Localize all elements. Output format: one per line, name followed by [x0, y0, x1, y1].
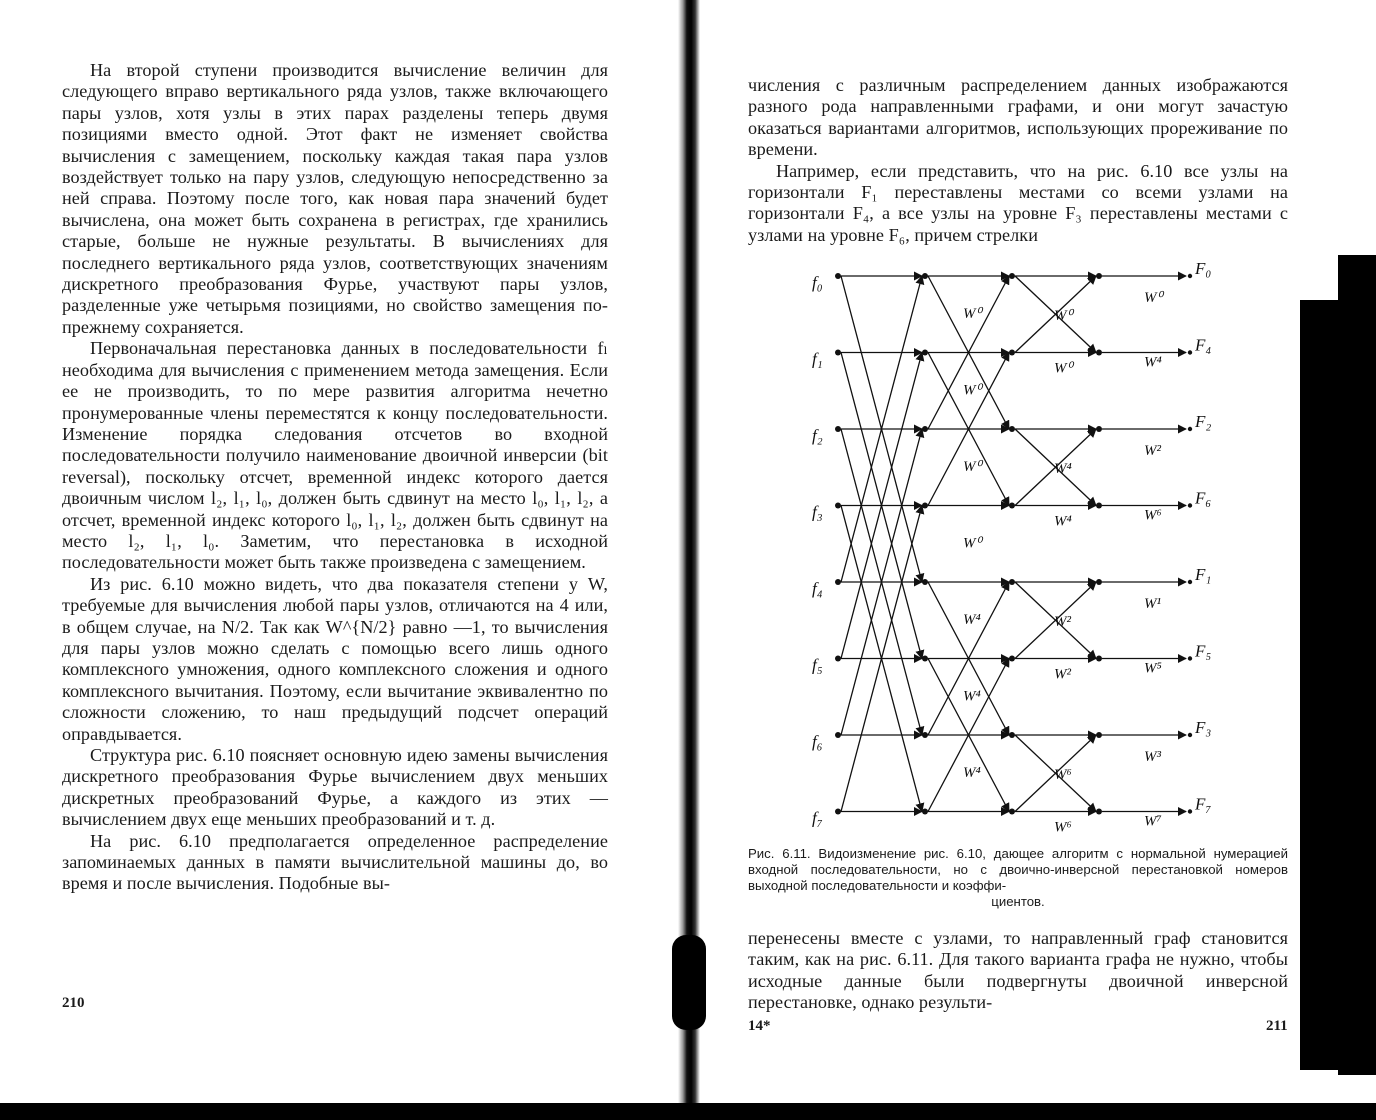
weight-label-stage1: W⁰	[963, 306, 982, 322]
graph-node	[1096, 350, 1102, 356]
weight-label-stage3: W⁶	[1144, 507, 1162, 524]
weight-label-stage1: W⁴	[963, 612, 981, 628]
weight-label-stage3: W⁷	[1144, 813, 1162, 830]
graph-node	[835, 426, 841, 432]
graph-node	[1188, 274, 1192, 278]
graph-node	[1096, 503, 1102, 509]
weight-label-stage1: W⁰	[963, 459, 982, 475]
graph-node	[835, 350, 841, 356]
graph-node	[1096, 809, 1102, 815]
weight-label-stage3: W⁰	[1144, 290, 1163, 306]
graph-node	[922, 732, 928, 738]
paragraph: Из рис. 6.10 можно видеть, что два показателя степени у W, требуемые для вычисления любой пары узлов, отличаются на 4 или, в общем случае, на N/2. Так как W^{N/2} равно —1, то вычисления для пары узлов можно сделать с помощью всего лишь одного комплексного умножения, одного комплексного сложения и одного комплексного вычитания. Поэтому, если вычитание эквивалентно по сложности сложению, то наш предыдущий подсчет операций оправдывается.	[62, 573, 608, 744]
graph-node	[1096, 579, 1102, 585]
output-label: F₅	[1195, 641, 1212, 661]
fft-flow-graph	[790, 258, 1230, 838]
graph-node	[1009, 732, 1015, 738]
graph-node	[835, 579, 841, 585]
weight-label-stage3: W⁴	[1144, 354, 1162, 371]
graph-node	[922, 503, 928, 509]
output-label: F₇	[1195, 794, 1212, 814]
output-label: F₄	[1195, 335, 1212, 355]
graph-node	[1188, 503, 1192, 507]
graph-node	[1009, 809, 1015, 815]
right-page-text-top	[748, 75, 1288, 246]
weight-label-stage2: W⁰	[1054, 308, 1073, 324]
graph-node	[1188, 733, 1192, 737]
scan-edge-right	[1338, 255, 1376, 1075]
scan-edge-bottom	[0, 1103, 1376, 1120]
paragraph: перенесены вместе с узлами, то направленный граф становится таким, как на рис. 6.11. Для такого варианта графа не нужно, чтобы исходные данные были подвергнуты двоичной инверсной перестановке, однако результи-	[748, 928, 1288, 1013]
weight-label-stage3: W¹	[1144, 596, 1161, 612]
paragraph: Первоначальная перестановка данных в последовательности fₗ необходима для вычисления с применением метода замещения. Если ее не производить, то по мере развития алгоритма нечетно пронумерованные члены переместятся к концу последовательности. Изменение порядка следования отсчетов во входной последовательности получило наименование двоичной инверсии (bit reversal), поскольку отсчет, временной индекс которого дается двоичным числом l₂, l₁, l₀, должен быть сдвинут на место l₀, l₁, l₂, а отсчет, временной индекс которого l₀, l₁, l₂, должен быть сдвинут на место l₂, l₁, l₀. Заметим, что перестановка в исходной последовательности может быть также произведена с замещением.	[62, 338, 608, 573]
graph-node	[1009, 350, 1015, 356]
paragraph: На рис. 6.10 предполагается определенное распределение запоминаемых данных в памяти вычислительной машины до, во время и после вычисления. Подобные вы-	[62, 830, 608, 894]
input-label: f₅	[812, 655, 823, 675]
graph-node	[1188, 350, 1192, 354]
paragraph: числения с различным распределением данных изображаются разного рода направленными графами, и они могут зачастую оказаться вариантами алгоритмов, использующих прореживание по времени.	[748, 75, 1288, 160]
graph-node	[1096, 426, 1102, 432]
graph-node	[1188, 427, 1192, 431]
graph-node	[835, 503, 841, 509]
graph-node	[1009, 656, 1015, 662]
gutter-blot	[672, 935, 706, 1030]
paragraph: Структура рис. 6.10 поясняет основную идею замены вычисления дискретного преобразования Фурье вычислением двух меньших дискретных преобразований Фурье, а каждого из этих — вычислением двух еще меньших преобразований и т. д.	[62, 745, 608, 830]
graph-node	[1188, 809, 1192, 813]
weight-label-stage2: W⁴	[1054, 461, 1072, 477]
input-label: f₁	[812, 349, 823, 369]
graph-node	[835, 273, 841, 279]
graph-node	[1009, 579, 1015, 585]
scan-edge-right-inner	[1300, 300, 1338, 1070]
graph-node	[922, 426, 928, 432]
weight-label-stage1: W⁴	[963, 688, 981, 705]
graph-node	[835, 732, 841, 738]
page-number-right: 211	[1266, 1018, 1288, 1034]
weight-label-stage1: W⁰	[963, 382, 982, 399]
graph-node	[835, 656, 841, 662]
input-label: f₂	[812, 426, 823, 445]
figure-caption	[748, 846, 1288, 910]
output-label: F₀	[1195, 259, 1212, 278]
weight-label-stage2: W⁰	[1054, 360, 1073, 377]
graph-node	[1188, 580, 1192, 584]
graph-node	[1096, 732, 1102, 738]
graph-nodes	[835, 273, 1192, 815]
input-label: f₀	[812, 273, 823, 292]
weight-label-stage2: W⁶	[1054, 819, 1072, 836]
graph-node	[922, 579, 928, 585]
graph-node	[1009, 426, 1015, 432]
paragraph: На второй ступени производится вычисление величин для следующего вправо вертикального ряда узлов, также включающего пары узлов, хотя узлы в этих парах разделены теперь двумя позициями вместо одной. Этот факт не изменяет свойства вычисления с замещением, поскольку каждая такая пара узлов воздействует только на пару узлов, следующую непосредственно за ней справа. Поэтому после того, как новая пара значений будет вычислена, она может быть сохранена в регистрах, где хранились старые, больше не нужные результаты. В вычислениях для последнего вертикального ряда узлов, соответствующих значениям дискретного преобразования Фурье, участвуют пары узлов, разделенные уже четырьмя позициями, но свойство замещения по-прежнему сохраняется.	[62, 60, 608, 337]
right-page-text-bottom	[748, 928, 1288, 1014]
page-number-left: 210	[62, 995, 85, 1011]
graph-node	[922, 273, 928, 279]
caption-line-end: циентов.	[991, 894, 1045, 909]
weight-label-stage3: W³	[1144, 749, 1161, 765]
graph-node	[835, 809, 841, 815]
graph-node	[1009, 273, 1015, 279]
input-label: f₇	[812, 808, 823, 828]
graph-node	[922, 350, 928, 356]
weight-label-stage3: W²	[1144, 443, 1161, 459]
weight-label-stage2: W²	[1054, 666, 1071, 683]
weight-label-stage3: W⁵	[1144, 660, 1162, 677]
weight-label-stage2: W²	[1054, 614, 1071, 630]
input-label: f₄	[812, 579, 823, 598]
graph-node	[1188, 656, 1192, 660]
caption-line: Рис. 6.11. Видоизменение рис. 6.10, дающее алгоритм с нормальной нумерацией входной последовательности, но с двоично-инверсной перестановкой номеров выходной последовательности и коэффи-	[748, 846, 1288, 893]
weight-label-stage1: W⁰	[963, 535, 982, 552]
graph-node	[922, 809, 928, 815]
graph-node	[1009, 503, 1015, 509]
signature-mark: 14*	[748, 1018, 771, 1034]
input-label: f₃	[812, 502, 823, 522]
graph-node	[1096, 656, 1102, 662]
graph-node	[1096, 273, 1102, 279]
graph-edges	[841, 276, 1186, 812]
input-label: f₆	[812, 732, 823, 751]
graph-node	[922, 656, 928, 662]
output-label: F₁	[1195, 565, 1212, 584]
output-label: F₂	[1195, 412, 1212, 431]
output-label: F₆	[1195, 488, 1212, 508]
weight-label-stage1: W⁴	[963, 765, 981, 781]
output-label: F₃	[1195, 718, 1212, 737]
weight-label-stage2: W⁴	[1054, 513, 1072, 530]
left-page-text	[62, 60, 608, 895]
paragraph: Например, если представить, что на рис. 6.10 все узлы на горизонтали F₁ переставлены местами со всеми узлами на горизонтали F₄, а все узлы на уровне F₃ переставлены местами с узлами на уровне F₆, причем стрелки	[748, 160, 1288, 245]
graph-labels	[812, 259, 1211, 838]
weight-label-stage2: W⁶	[1054, 767, 1072, 783]
